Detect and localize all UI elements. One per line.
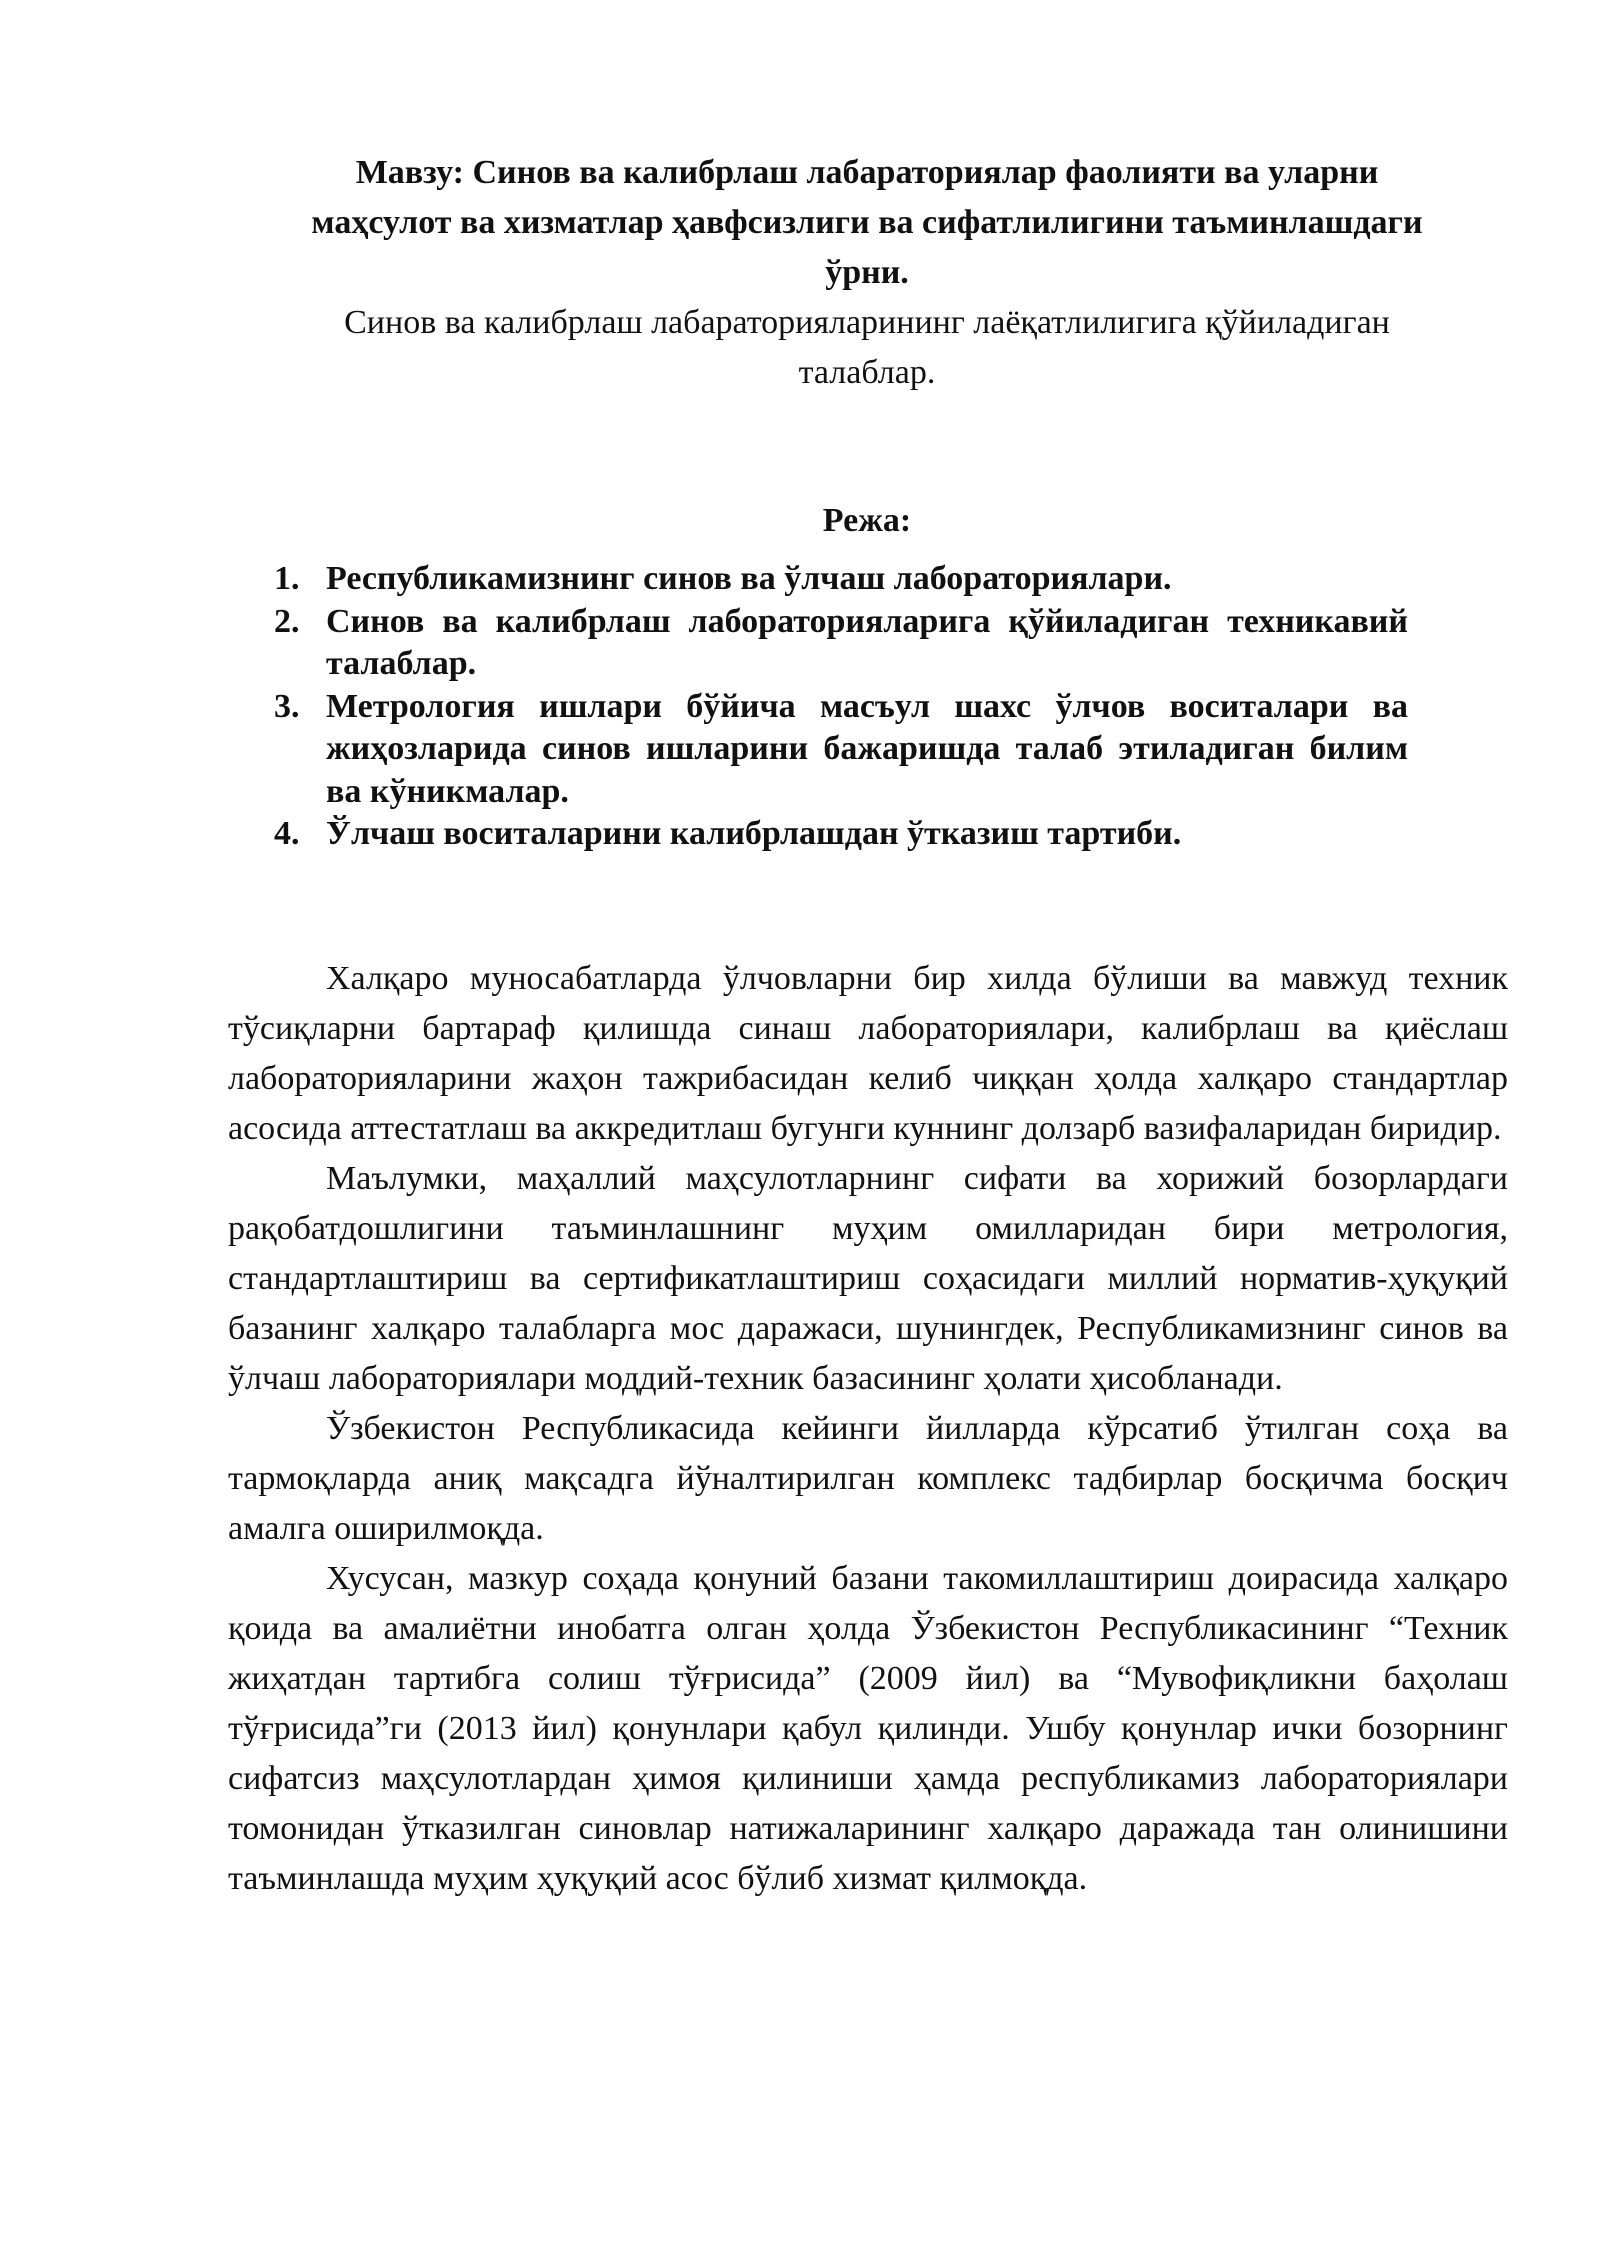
plan-item-text: Республикамизнинг синов ва ўлчаш лабораториялари.: [326, 560, 1172, 597]
title-block: [228, 148, 1506, 398]
body-text: [228, 954, 1508, 1904]
paragraph: Хусусан, мазкур соҳада қонуний базани такомиллаштириш доирасида халқаро қоида ва амалиётни инобатга олган ҳолда Ўзбекистон Республикасининг “Техник жиҳатдан тартибга солиш тўғрисида” (2009 йил) ва “Мувофиқликни баҳолаш тўғрисида”ги (2013 йил) қонунлари қабул қилинди. Ушбу қонунлар ички бозорнинг сифатсиз маҳсулотлардан ҳимоя қилиниши ҳамда республикамиз лабораториялари томонидан ўтказилган синовлар натижаларининг халқаро даражада тан олинишини таъминлашда муҳим ҳуқуқий асос бўлиб хизмат қилмоқда.: [228, 1559, 1508, 1897]
paragraph: Халқаро муносабатларда ўлчовларни бир хилда бўлиши ва мавжуд техник тўсиқларни бартараф қилишда синаш лабораториялари, калибрлаш ва қиёслаш лабораторияларини жаҳон тажрибасидан келиб чиққан ҳолда халқаро стандартлар асосида аттестатлаш ва аккредитлаш бугунги куннинг долзарб вазифаларидан биридир.: [228, 959, 1508, 1147]
plan-item-number: 1.: [274, 560, 300, 597]
plan-item-text: Синов ва калибрлаш лабораторияларига қўйиладиган техникавий талаблар.: [326, 602, 1408, 682]
document-title: Мавзу: Синов ва калибрлаш лабараториялар фаолияти ва уларни маҳсулот ва хизматлар ҳавфсизлиги ва сифатлилигини таъминлашдаги ўрни.: [311, 154, 1423, 291]
plan-item-number: 4.: [274, 815, 300, 852]
plan-item: [274, 813, 1408, 856]
plan-item: [274, 686, 1408, 814]
plan-item: [274, 601, 1408, 686]
plan-item-number: 2.: [274, 602, 300, 640]
plan-item-text: Метрология ишлари бўйича масъул шахс ўлчов воситалари ва жиҳозларида синов ишларини бажаришда талаб этиладиган билим ва кўникмалар.: [326, 687, 1408, 810]
plan-item: [274, 558, 1408, 601]
document-subtitle: Синов ва калибрлаш лабараторияларининг лаёқатлилигига қўйиладиган талаблар.: [344, 304, 1390, 391]
plan-item-text: Ўлчаш воситаларини калибрлашдан ўтказиш тартиби.: [326, 815, 1182, 852]
paragraph: Маълумки, маҳаллий маҳсулотларнинг сифати ва хорижий бозорлардаги рақобатдошлигини таъминлашнинг муҳим омилларидан бири метрология, стандартлаштириш ва сертификатлаштириш соҳасидаги миллий норматив-ҳуқуқий базанинг халқаро талабларга мос даражаси, шунингдек, Республикамизнинг синов ва ўлчаш лабораториялари моддий-техник базасининг ҳолати ҳисобланади.: [228, 1159, 1508, 1397]
plan-list: [228, 558, 1408, 856]
plan-heading: Режа:: [822, 502, 912, 539]
plan-item-number: 3.: [274, 687, 300, 725]
paragraph: Ўзбекистон Республикасида кейинги йилларда кўрсатиб ўтилган соҳа ва тармоқларда аниқ мақсадга йўналтирилган комплекс тадбирлар босқичма босқич амалга оширилмоқда.: [228, 1409, 1508, 1547]
